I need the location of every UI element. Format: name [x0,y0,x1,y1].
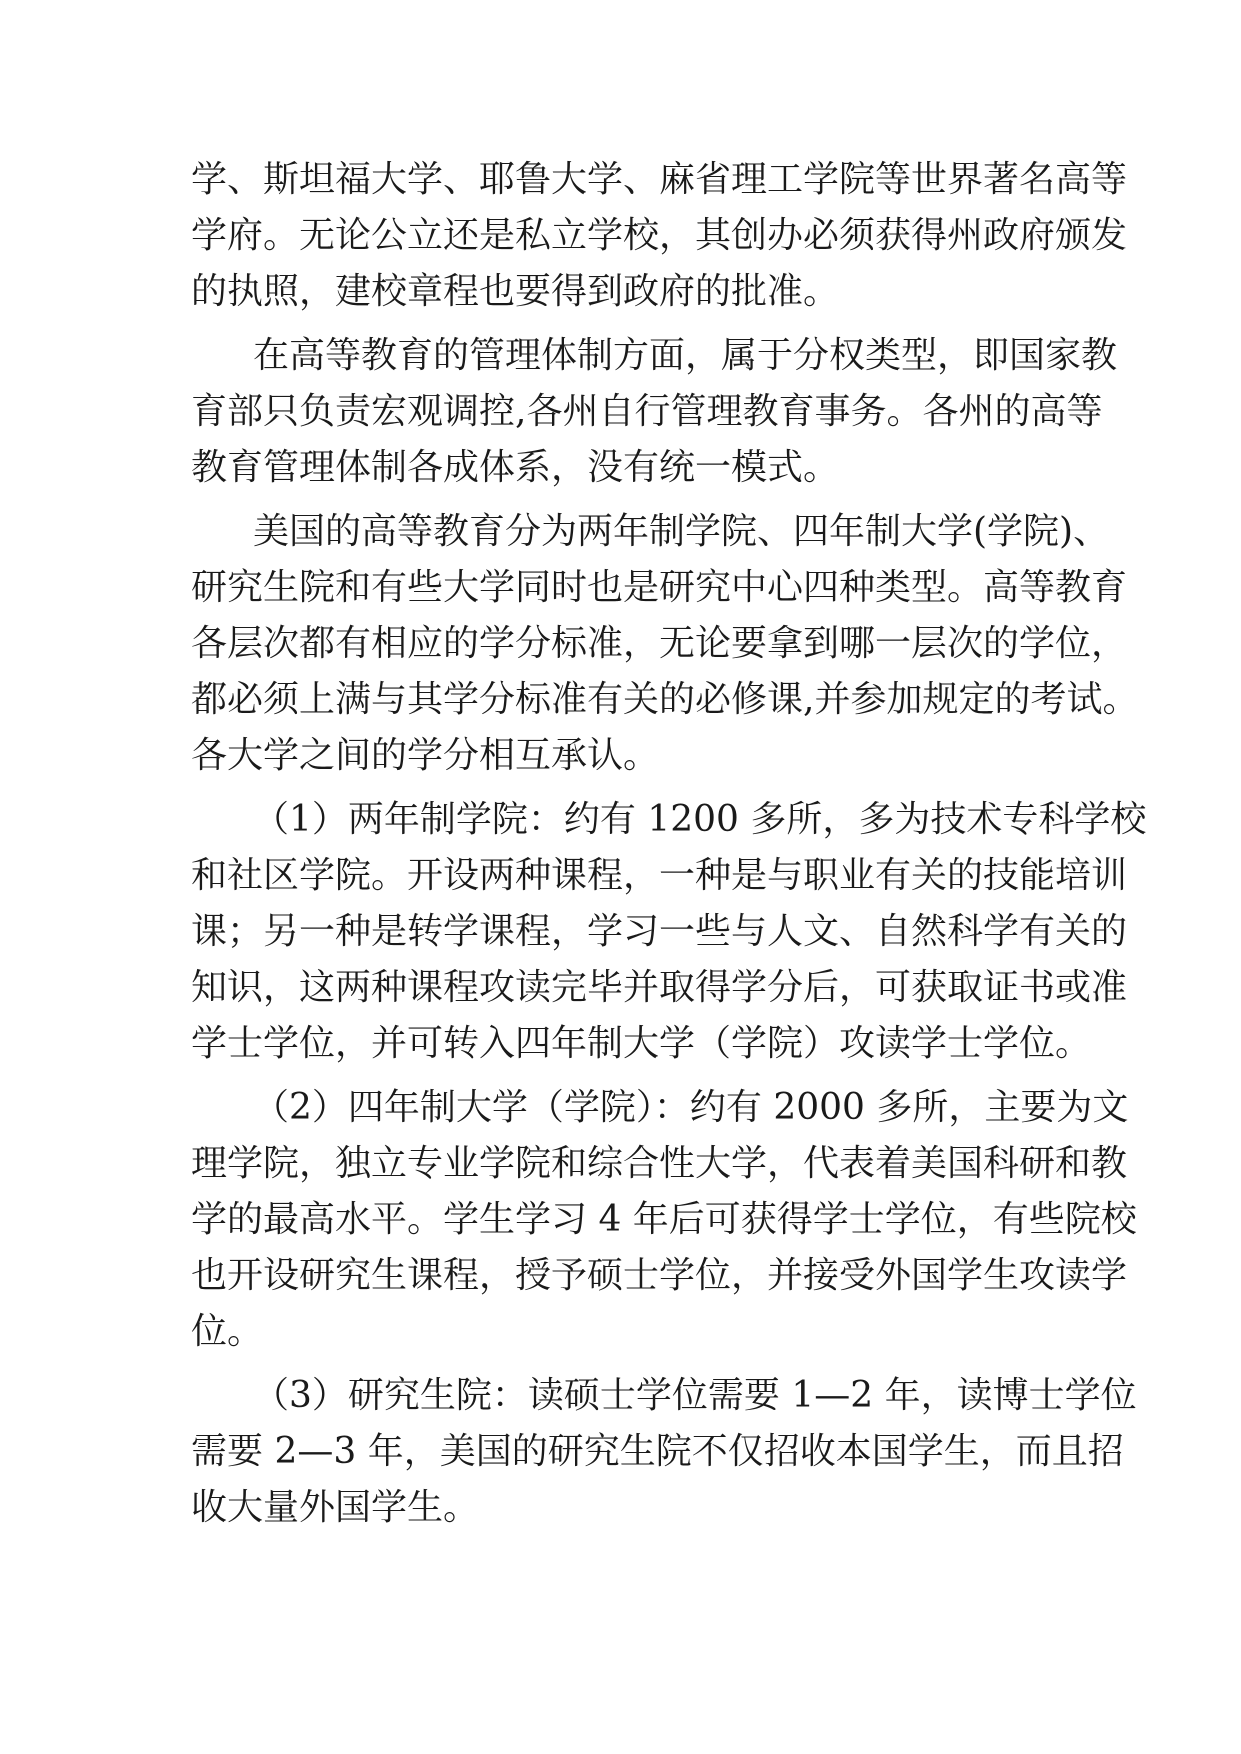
text-line: 学、斯坦福大学、耶鲁大学、麻省理工学院等世界著名高等 [191,159,1128,200]
text-line: 知识，这两种课程攻读完毕并取得学分后，可获取证书或准 [191,967,1128,1008]
text-line: 需要 2—3 年，美国的研究生院不仅招收本国学生，而且招 [191,1431,1124,1472]
paragraph [0,1087,1241,1352]
text-line: 各层次都有相应的学分标准，无论要拿到哪一层次的学位， [191,623,1128,664]
text-line: 课；另一种是转学课程，学习一些与人文、自然科学有关的 [191,911,1128,952]
text-line: 的执照，建校章程也要得到政府的批准。 [191,271,840,312]
text-line: 学士学位，并可转入四年制大学（学院）攻读学士学位。 [191,1023,1092,1064]
text-line: （1）两年制学院：约有 1200 多所，多为技术专科学校 [253,799,1147,840]
text-line: 都必须上满与其学分标准有关的必修课,并参加规定的考试。 [191,679,1139,720]
text-line: 研究生院和有些大学同时也是研究中心四种类型。高等教育 [191,567,1128,608]
text-line: （2）四年制大学（学院）：约有 2000 多所，主要为文 [253,1087,1129,1128]
paragraph [0,799,1241,1064]
text-line: 收大量外国学生。 [191,1487,480,1528]
text-line: 美国的高等教育分为两年制学院、四年制大学(学院)、 [253,511,1110,552]
text-line: 在高等教育的管理体制方面，属于分权类型，即国家教 [253,335,1118,376]
body-text [0,159,1241,1546]
paragraph [0,335,1241,488]
text-line: 教育管理体制各成体系，没有统一模式。 [191,447,840,488]
text-line: 理学院，独立专业学院和综合性大学，代表着美国科研和教 [191,1143,1128,1184]
text-line: 和社区学院。开设两种课程，一种是与职业有关的技能培训 [191,855,1128,896]
text-line: 各大学之间的学分相互承认。 [191,735,660,776]
text-line: （3）研究生院：读硕士学位需要 1—2 年，读博士学位 [253,1375,1137,1416]
paragraph [0,159,1241,312]
text-line: 位。 [191,1311,264,1352]
paragraph [0,511,1241,776]
text-line: 学的最高水平。学生学习 4 年后可获得学士学位，有些院校 [191,1199,1137,1240]
paragraph [0,1375,1241,1528]
text-line: 也开设研究生课程，授予硕士学位，并接受外国学生攻读学 [191,1255,1128,1296]
text-line: 学府。无论公立还是私立学校，其创办必须获得州政府颁发 [191,215,1128,256]
text-line: 育部只负责宏观调控,各州自行管理教育事务。各州的高等 [191,391,1103,432]
